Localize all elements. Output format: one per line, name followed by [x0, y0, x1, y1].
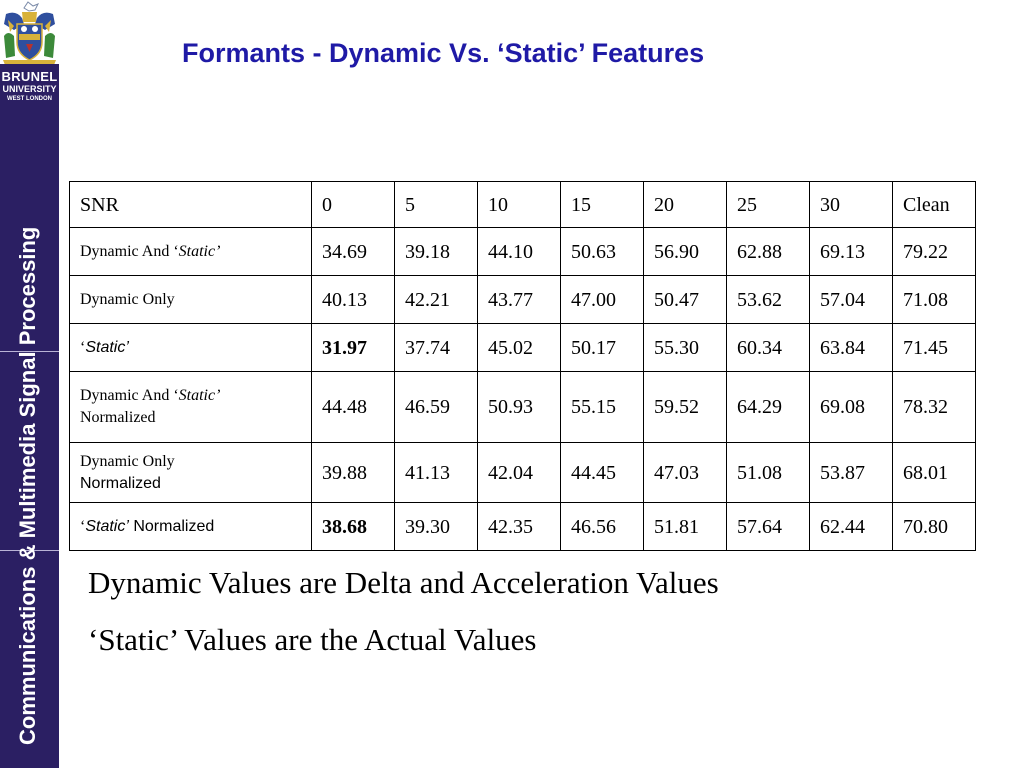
- logo-wordmark: [0, 64, 59, 118]
- row-label-italic: Static’: [178, 242, 221, 260]
- note-static-values: ‘Static’ Values are the Actual Values: [88, 622, 537, 657]
- table-row: [70, 372, 976, 443]
- header-cell: 5: [395, 182, 478, 228]
- value-cell: 69.08: [810, 372, 893, 443]
- value-cell: 40.13: [312, 276, 395, 324]
- sidebar-vertical-title: Communications & Multimedia Signal Processing: [15, 226, 40, 745]
- row-label-text: Dynamic Only: [80, 452, 175, 470]
- value-cell: 53.87: [810, 443, 893, 503]
- row-label: [70, 324, 312, 372]
- sidebar: [0, 0, 59, 768]
- value-cell: 37.74: [395, 324, 478, 372]
- value-cell: 44.48: [312, 372, 395, 443]
- value-cell: 51.81: [644, 503, 727, 551]
- table-row: [70, 324, 976, 372]
- value-cell: 71.45: [893, 324, 976, 372]
- row-label-italic: Static’: [85, 338, 129, 356]
- value-cell: 63.84: [810, 324, 893, 372]
- value-cell: 51.08: [727, 443, 810, 503]
- value-cell: 50.63: [561, 228, 644, 276]
- row-label-line2: Normalized: [80, 409, 156, 426]
- row-label: [70, 503, 312, 551]
- header-cell: 10: [478, 182, 561, 228]
- value-cell: 47.03: [644, 443, 727, 503]
- header-cell: 0: [312, 182, 395, 228]
- value-cell: 46.56: [561, 503, 644, 551]
- row-label-italic: Static’: [178, 387, 221, 404]
- table-row: [70, 503, 976, 551]
- value-cell: 55.15: [561, 372, 644, 443]
- row-label: [70, 228, 312, 276]
- crest-icon: [0, 0, 59, 66]
- header-cell: SNR: [70, 182, 312, 228]
- logo-name-line1: BRUNEL: [1, 69, 58, 84]
- value-cell: 46.59: [395, 372, 478, 443]
- value-cell: 53.62: [727, 276, 810, 324]
- value-cell: 39.18: [395, 228, 478, 276]
- header-cell: 30: [810, 182, 893, 228]
- value-cell: 42.21: [395, 276, 478, 324]
- value-cell: 43.77: [478, 276, 561, 324]
- value-cell: 79.22: [893, 228, 976, 276]
- value-cell: 57.64: [727, 503, 810, 551]
- value-cell: 64.29: [727, 372, 810, 443]
- value-cell: 69.13: [810, 228, 893, 276]
- value-cell: 39.88: [312, 443, 395, 503]
- table-row: [70, 228, 976, 276]
- row-label: Dynamic Only: [70, 276, 312, 324]
- row-label-suffix: Normalized: [128, 517, 215, 535]
- value-cell: 70.80: [893, 503, 976, 551]
- value-cell: 42.35: [478, 503, 561, 551]
- value-cell: 60.34: [727, 324, 810, 372]
- row-label: [70, 443, 312, 503]
- value-cell: 50.93: [478, 372, 561, 443]
- row-label: [70, 372, 312, 443]
- note-dynamic-values: Dynamic Values are Delta and Acceleration Values: [88, 565, 719, 600]
- header-cell: 15: [561, 182, 644, 228]
- value-cell: 59.52: [644, 372, 727, 443]
- value-cell: 41.13: [395, 443, 478, 503]
- table-header-row: [70, 182, 976, 228]
- row-label-text: Dynamic And ‘: [80, 387, 179, 404]
- value-cell: 31.97: [312, 324, 395, 372]
- header-cell: 20: [644, 182, 727, 228]
- value-cell: 44.10: [478, 228, 561, 276]
- value-cell: 55.30: [644, 324, 727, 372]
- value-cell: 42.04: [478, 443, 561, 503]
- value-cell: 45.02: [478, 324, 561, 372]
- header-cell: Clean: [893, 182, 976, 228]
- value-cell: 62.88: [727, 228, 810, 276]
- value-cell: 71.08: [893, 276, 976, 324]
- university-logo: [0, 0, 59, 118]
- value-cell: 38.68: [312, 503, 395, 551]
- value-cell: 56.90: [644, 228, 727, 276]
- table-row: [70, 276, 976, 324]
- row-label-italic: Static’: [85, 517, 129, 535]
- value-cell: 50.17: [561, 324, 644, 372]
- logo-name-line2: UNIVERSITY: [2, 84, 57, 94]
- slide-title: Formants - Dynamic Vs. ‘Static’ Features: [182, 38, 705, 68]
- value-cell: 78.32: [893, 372, 976, 443]
- row-label-text: Dynamic And ‘: [80, 242, 179, 260]
- value-cell: 39.30: [395, 503, 478, 551]
- row-label-text: ‘: [80, 517, 86, 535]
- value-cell: 62.44: [810, 503, 893, 551]
- row-label-line2: Normalized: [80, 474, 161, 492]
- value-cell: 34.69: [312, 228, 395, 276]
- value-cell: 50.47: [644, 276, 727, 324]
- header-cell: 25: [727, 182, 810, 228]
- value-cell: 44.45: [561, 443, 644, 503]
- value-cell: 57.04: [810, 276, 893, 324]
- logo-name-line3: WEST LONDON: [7, 96, 52, 102]
- results-table: [69, 181, 976, 551]
- table-row: [70, 443, 976, 503]
- value-cell: 47.00: [561, 276, 644, 324]
- value-cell: 68.01: [893, 443, 976, 503]
- row-label-text: ‘: [80, 338, 86, 356]
